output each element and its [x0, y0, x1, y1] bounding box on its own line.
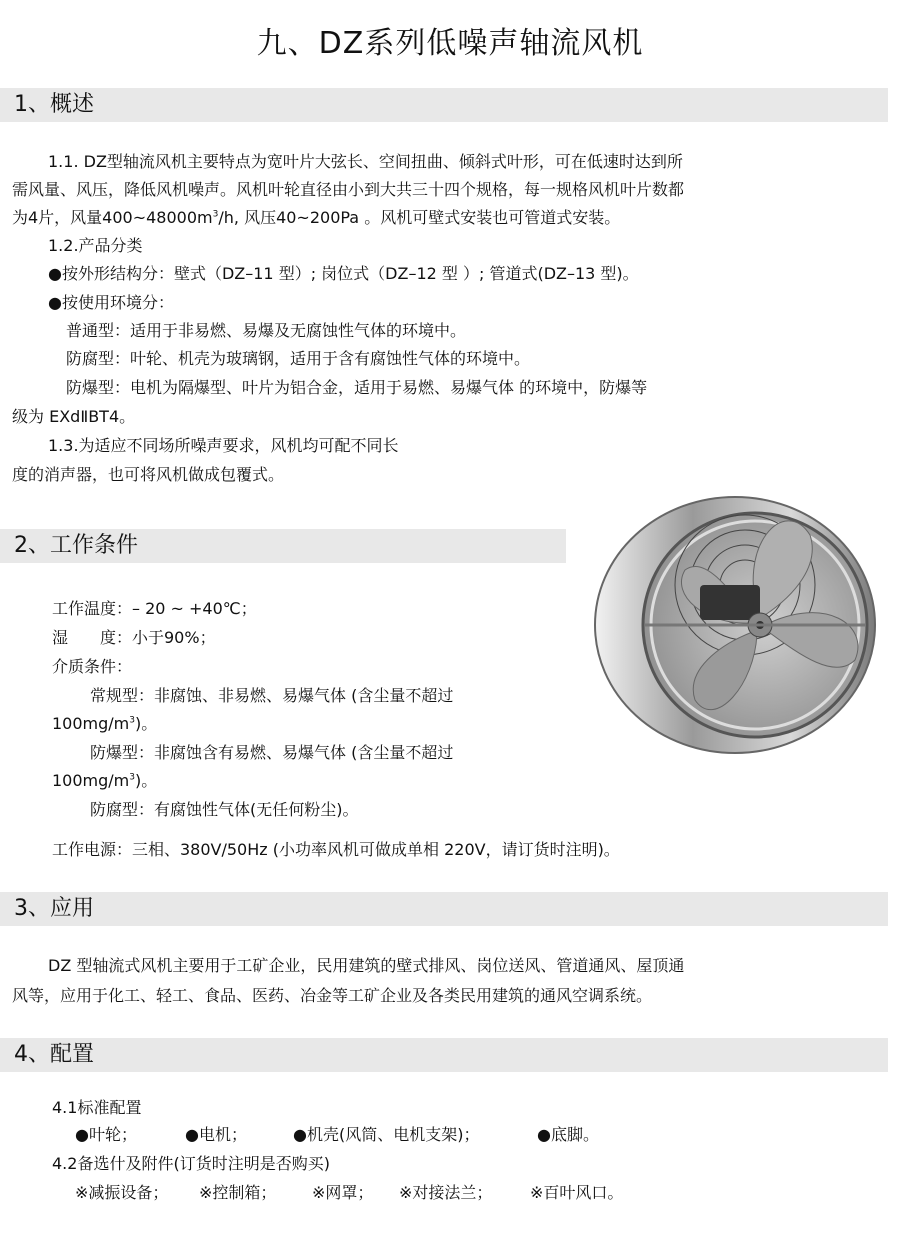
medium-explosionproof-dust: $100mg/m^3$)。	[52, 771, 158, 790]
condition-humidity: 湿 度：小于90%；	[52, 628, 216, 647]
classification-by-structure: ●按外形结构分：壁式（DZ–11 型）; 岗位式（DZ–12 型 ）; 管道式(DZ–13 型)。	[48, 264, 639, 283]
overview-para1-line3: 为4片，风量$400\sim 48000m^3/h$, 风压40~200Pa 。风机可壁式安装也可管道式安装。	[12, 208, 621, 227]
overview-para3-line2: 度的消声器，也可将风机做成包覆式。	[12, 465, 285, 484]
type-anticorrosion: 防腐型：叶轮、机壳为玻璃钢，适用于含有腐蚀性气体的环境中。	[66, 349, 531, 368]
optional-config-heading: 4.2备选什及附件(订货时注明是否购买)	[52, 1154, 330, 1173]
standard-item-base: ●底脚。	[537, 1125, 599, 1144]
condition-power: 工作电源：三相、380V/50Hz (小功率风机可做成单相 220V，请订货时注明)。	[52, 840, 620, 859]
medium-anticorrosion: 防腐型：有腐蚀性气体(无任何粉尘)。	[90, 800, 359, 819]
section-heading-conditions: 2、工作条件	[0, 529, 566, 563]
type-explosionproof: 防爆型：电机为隔爆型、叶片为铝合金，适用于易燃、易爆气体 的环境中，防爆等	[66, 378, 648, 397]
type-normal: 普通型：适用于非易燃、易爆及无腐蚀性气体的环境中。	[66, 321, 467, 340]
standard-item-casing: ●机壳(风筒、电机支架)；	[293, 1125, 480, 1144]
optional-item-damping: ※减振设备；	[75, 1183, 169, 1202]
application-line2: 风等，应用于化工、轻工、食品、医药、冶金等工矿企业及各类民用建筑的通风空调系统。	[12, 986, 653, 1005]
page-title: 九、DZ系列低噪声轴流风机	[256, 26, 644, 61]
overview-para1-line1: 1.1. DZ型轴流风机主要特点为宽叶片大弦长、空间扭曲、倾斜式叶形，可在低速时达到所	[48, 152, 683, 171]
medium-regular-dust: $100mg/m^3$)。	[52, 714, 158, 733]
type-explosionproof-grade: 级为 EXdⅡBT4。	[12, 407, 136, 426]
standard-item-impeller: ●叶轮；	[75, 1125, 137, 1144]
optional-item-louver: ※百叶风口。	[530, 1183, 624, 1202]
optional-item-flange: ※对接法兰；	[399, 1183, 493, 1202]
condition-medium: 介质条件：	[52, 657, 133, 676]
medium-regular: 常规型：非腐蚀、非易燃、易爆气体 (含尘量不超过	[90, 686, 454, 705]
product-classification-heading: 1.2.产品分类	[48, 236, 143, 255]
overview-para1-line2: 需风量、风压，降低风机噪声。风机叶轮直径由小到大共三十四个规格，每一规格风机叶片数都	[12, 180, 685, 199]
classification-by-environment: ●按使用环境分：	[48, 293, 174, 312]
section-heading-overview: 1、概述	[0, 88, 888, 122]
application-line1: DZ 型轴流式风机主要用于工矿企业，民用建筑的壁式排风、岗位送风、管道通风、屋顶通	[48, 956, 685, 975]
optional-item-guard: ※网罩；	[312, 1183, 374, 1202]
section-heading-application: 3、应用	[0, 892, 888, 926]
section-heading-configuration: 4、配置	[0, 1038, 888, 1072]
overview-para3-line1: 1.3.为适应不同场所噪声要求，风机均可配不同长	[48, 436, 399, 455]
axial-fan-image	[585, 485, 890, 765]
optional-item-control-box: ※控制箱；	[199, 1183, 277, 1202]
standard-item-motor: ●电机；	[185, 1125, 247, 1144]
standard-config-heading: 4.1标准配置	[52, 1098, 142, 1117]
medium-explosionproof: 防爆型：非腐蚀含有易燃、易爆气体 (含尘量不超过	[90, 743, 454, 762]
condition-temperature: 工作温度：– 20 ~ +40℃；	[52, 599, 257, 618]
